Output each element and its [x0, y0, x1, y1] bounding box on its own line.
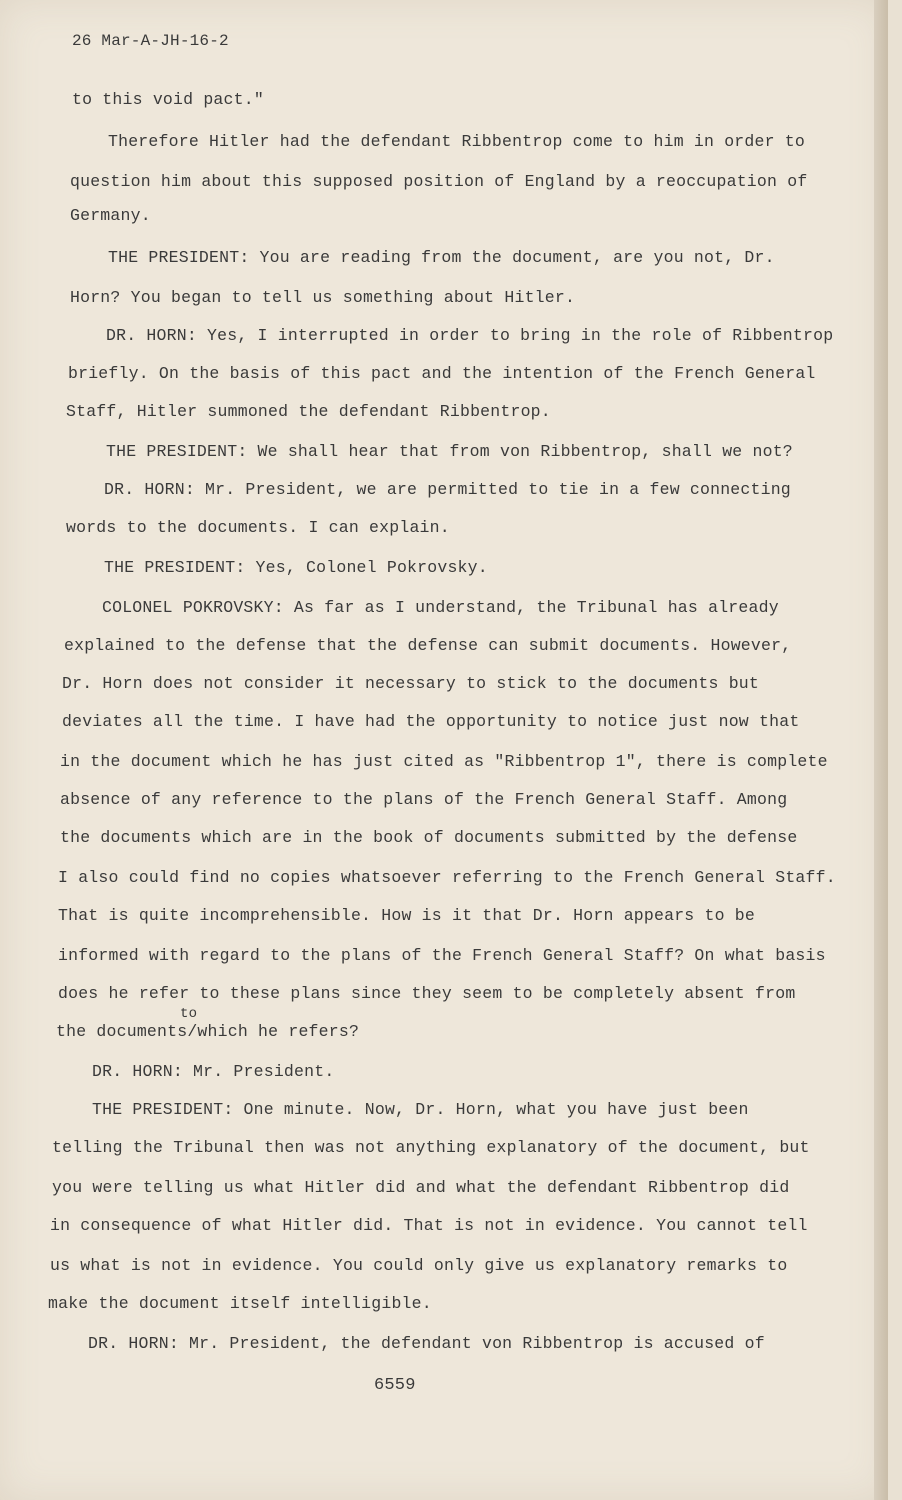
- text-line: does he refer to these plans since they seem to be completely absent from: [58, 984, 796, 1003]
- text-line: COLONEL POKROVSKY: As far as I understand, the Tribunal has already: [102, 598, 779, 617]
- text-line: you were telling us what Hitler did and what the defendant Ribbentrop did: [52, 1178, 790, 1197]
- text-line: Dr. Horn does not consider it necessary to stick to the documents but: [62, 674, 760, 693]
- text-line: DR. HORN: Mr. President, the defendant von Ribbentrop is accused of: [88, 1334, 765, 1353]
- text-line: to this void pact.": [72, 90, 264, 109]
- text-line: Staff, Hitler summoned the defendant Ribbentrop.: [66, 402, 551, 421]
- text-line: us what is not in evidence. You could only give us explanatory remarks to: [50, 1256, 788, 1275]
- text-line: the documents/which he refers?: [56, 1022, 360, 1041]
- text-line: the documents which are in the book of documents submitted by the defense: [60, 828, 798, 847]
- text-line: I also could find no copies whatsoever referring to the French General Staff.: [58, 868, 836, 887]
- interlinear-insertion: to: [180, 1006, 198, 1022]
- text-line: question him about this supposed position of England by a reoccupation of: [70, 172, 808, 191]
- text-line: DR. HORN: Mr. President, we are permitted to tie in a few connecting: [104, 480, 791, 499]
- text-line: informed with regard to the plans of the French General Staff? On what basis: [58, 946, 826, 965]
- text-line: Germany.: [70, 206, 151, 225]
- text-line: Horn? You began to tell us something about Hitler.: [70, 288, 576, 307]
- text-line: briefly. On the basis of this pact and the intention of the French General: [68, 364, 816, 383]
- page-edge: [874, 0, 888, 1500]
- document-header: 26 Mar-A-JH-16-2: [72, 32, 229, 50]
- text-line: DR. HORN: Mr. President.: [92, 1062, 335, 1081]
- text-line: THE PRESIDENT: We shall hear that from von Ribbentrop, shall we not?: [106, 442, 793, 461]
- text-line: telling the Tribunal then was not anything explanatory of the document, but: [52, 1138, 810, 1157]
- text-line: words to the documents. I can explain.: [66, 518, 450, 537]
- text-line: absence of any reference to the plans of the French General Staff. Among: [60, 790, 788, 809]
- text-line: THE PRESIDENT: Yes, Colonel Pokrovsky.: [104, 558, 488, 577]
- text-line: explained to the defense that the defense can submit documents. However,: [64, 636, 792, 655]
- text-line: deviates all the time. I have had the opportunity to notice just now that: [62, 712, 800, 731]
- text-line: THE PRESIDENT: You are reading from the document, are you not, Dr.: [108, 248, 775, 267]
- text-line: in the document which he has just cited as "Ribbentrop 1", there is complete: [60, 752, 828, 771]
- page-number: 6559: [374, 1376, 416, 1395]
- text-line: in consequence of what Hitler did. That is not in evidence. You cannot tell: [50, 1216, 808, 1235]
- text-line: make the document itself intelligible.: [48, 1294, 432, 1313]
- text-line: DR. HORN: Yes, I interrupted in order to bring in the role of Ribbentrop: [106, 326, 834, 345]
- text-line: Therefore Hitler had the defendant Ribbentrop come to him in order to: [108, 132, 806, 151]
- text-line: That is quite incomprehensible. How is it that Dr. Horn appears to be: [58, 906, 756, 925]
- text-line: THE PRESIDENT: One minute. Now, Dr. Horn, what you have just been: [92, 1100, 749, 1119]
